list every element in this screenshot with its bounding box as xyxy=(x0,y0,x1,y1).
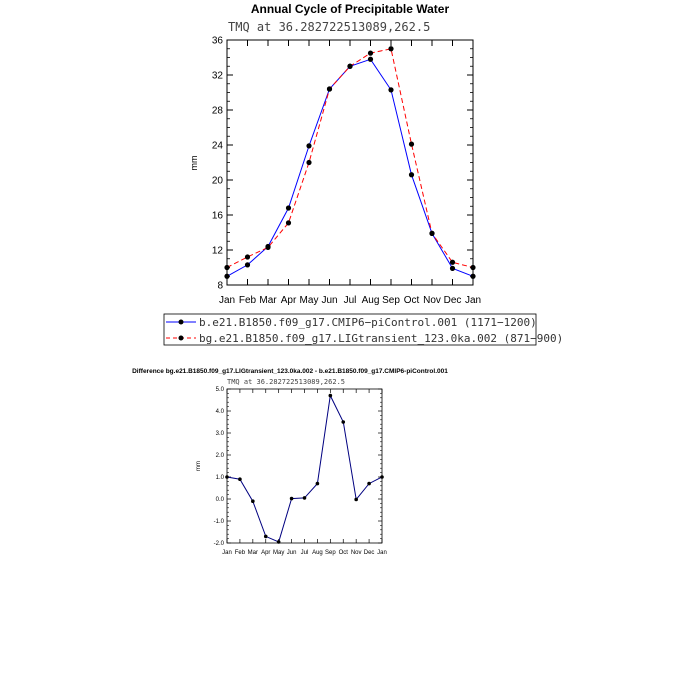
data-point xyxy=(306,160,311,165)
data-point xyxy=(450,266,455,271)
x-tick-label: Apr xyxy=(261,550,271,556)
x-tick-label: Sep xyxy=(382,295,400,306)
chart1-plot-frame xyxy=(227,40,473,285)
data-point xyxy=(303,496,307,500)
annual-cycle-chart xyxy=(164,2,563,345)
y-tick-label: 12 xyxy=(211,245,223,257)
x-tick-label: Sep xyxy=(324,550,336,556)
x-tick-label: Mar xyxy=(259,295,277,306)
legend-label-2: bg.e21.B1850.f09_g17.LIGtransient_123.0ka.002 (871−900) xyxy=(199,332,564,345)
series-line-2 xyxy=(227,49,473,268)
x-tick-label: Dec xyxy=(363,550,375,556)
y-tick-label: 16 xyxy=(211,210,223,222)
legend-marker-red xyxy=(179,336,184,341)
difference-chart xyxy=(132,368,448,556)
series-line-1 xyxy=(227,396,382,542)
x-tick-label: Jun xyxy=(286,550,297,556)
y-tick-label: 32 xyxy=(211,70,223,82)
legend-marker-blue xyxy=(179,320,184,325)
x-tick-label: Aug xyxy=(361,295,380,306)
data-point xyxy=(238,477,242,481)
chart1-legend xyxy=(164,314,563,345)
y-tick-label: 5.0 xyxy=(215,387,224,394)
chart2-plot-frame xyxy=(227,389,382,543)
x-tick-label: Jan xyxy=(464,295,482,306)
data-point xyxy=(354,498,358,502)
x-tick-label: Aug xyxy=(312,550,323,556)
data-point xyxy=(251,499,255,503)
x-tick-label: Apr xyxy=(280,295,297,306)
chart1-subtitle: TMQ at 36.282722513089,262.5 xyxy=(228,20,431,34)
data-point xyxy=(429,231,434,236)
chart1-ylabel: mm xyxy=(189,155,199,171)
data-point xyxy=(286,205,291,210)
x-tick-label: Dec xyxy=(443,295,462,306)
data-point xyxy=(367,482,371,486)
y-tick-label: -2.0 xyxy=(213,541,224,548)
x-tick-label: Mar xyxy=(247,550,259,556)
data-point xyxy=(277,540,281,544)
chart2-ylabel: mm xyxy=(196,461,202,471)
data-point xyxy=(225,475,229,479)
x-tick-label: Jul xyxy=(343,295,357,306)
data-point xyxy=(329,394,333,398)
x-tick-label: Jul xyxy=(300,550,309,556)
data-point xyxy=(286,220,291,225)
data-point xyxy=(450,260,455,265)
y-tick-label: 4.0 xyxy=(215,409,224,416)
data-point xyxy=(224,265,229,270)
data-point xyxy=(470,265,475,270)
x-tick-label: Jan xyxy=(218,295,236,306)
x-tick-label: May xyxy=(272,550,285,556)
data-point xyxy=(265,245,270,250)
x-tick-label: Nov xyxy=(423,295,441,306)
y-tick-label: 8 xyxy=(217,280,223,292)
series-line-1 xyxy=(227,59,473,276)
data-point xyxy=(245,262,250,267)
data-point xyxy=(224,274,229,279)
data-point xyxy=(316,482,320,486)
x-tick-label: Jan xyxy=(377,550,387,556)
data-point xyxy=(409,172,414,177)
x-tick-label: Feb xyxy=(238,295,257,306)
y-tick-label: 2.0 xyxy=(215,453,224,460)
data-point xyxy=(380,475,384,479)
chart2-title: Difference bg.e21.B1850.f09_g17.LIGtransient_123.0ka.002 - b.e21.B1850.f09_g17.CMIP6-piControl.001 xyxy=(132,368,448,375)
chart1-title: Annual Cycle of Precipitable Water xyxy=(250,2,450,16)
x-tick-label: Nov xyxy=(350,550,362,556)
x-tick-label: May xyxy=(299,295,319,306)
y-tick-label: 28 xyxy=(211,105,223,117)
legend-label-1: b.e21.B1850.f09_g17.CMIP6−piControl.001 (1171−1200) xyxy=(199,316,537,329)
y-tick-label: 3.0 xyxy=(215,431,224,438)
data-point xyxy=(388,87,393,92)
data-point xyxy=(264,535,268,539)
data-point xyxy=(470,274,475,279)
y-tick-label: 24 xyxy=(211,140,223,152)
chart2-subtitle: TMQ at 36.282722513089,262.5 xyxy=(227,378,346,386)
y-tick-label: 36 xyxy=(211,35,223,47)
data-point xyxy=(290,497,294,501)
data-point xyxy=(341,420,345,424)
data-point xyxy=(347,64,352,69)
data-point xyxy=(409,142,414,147)
x-tick-label: Jun xyxy=(321,295,338,306)
y-tick-label: 20 xyxy=(211,175,223,187)
data-point xyxy=(388,46,393,51)
x-tick-label: Feb xyxy=(234,550,246,556)
x-tick-label: Jan xyxy=(222,550,232,556)
x-tick-label: Oct xyxy=(403,295,420,306)
x-tick-label: Oct xyxy=(338,550,348,556)
data-point xyxy=(368,51,373,56)
data-point xyxy=(327,86,332,91)
y-tick-label: 0.0 xyxy=(215,497,224,504)
data-point xyxy=(368,57,373,62)
data-point xyxy=(245,254,250,259)
y-tick-label: -1.0 xyxy=(213,519,224,526)
data-point xyxy=(306,143,311,148)
y-tick-label: 1.0 xyxy=(215,475,224,482)
